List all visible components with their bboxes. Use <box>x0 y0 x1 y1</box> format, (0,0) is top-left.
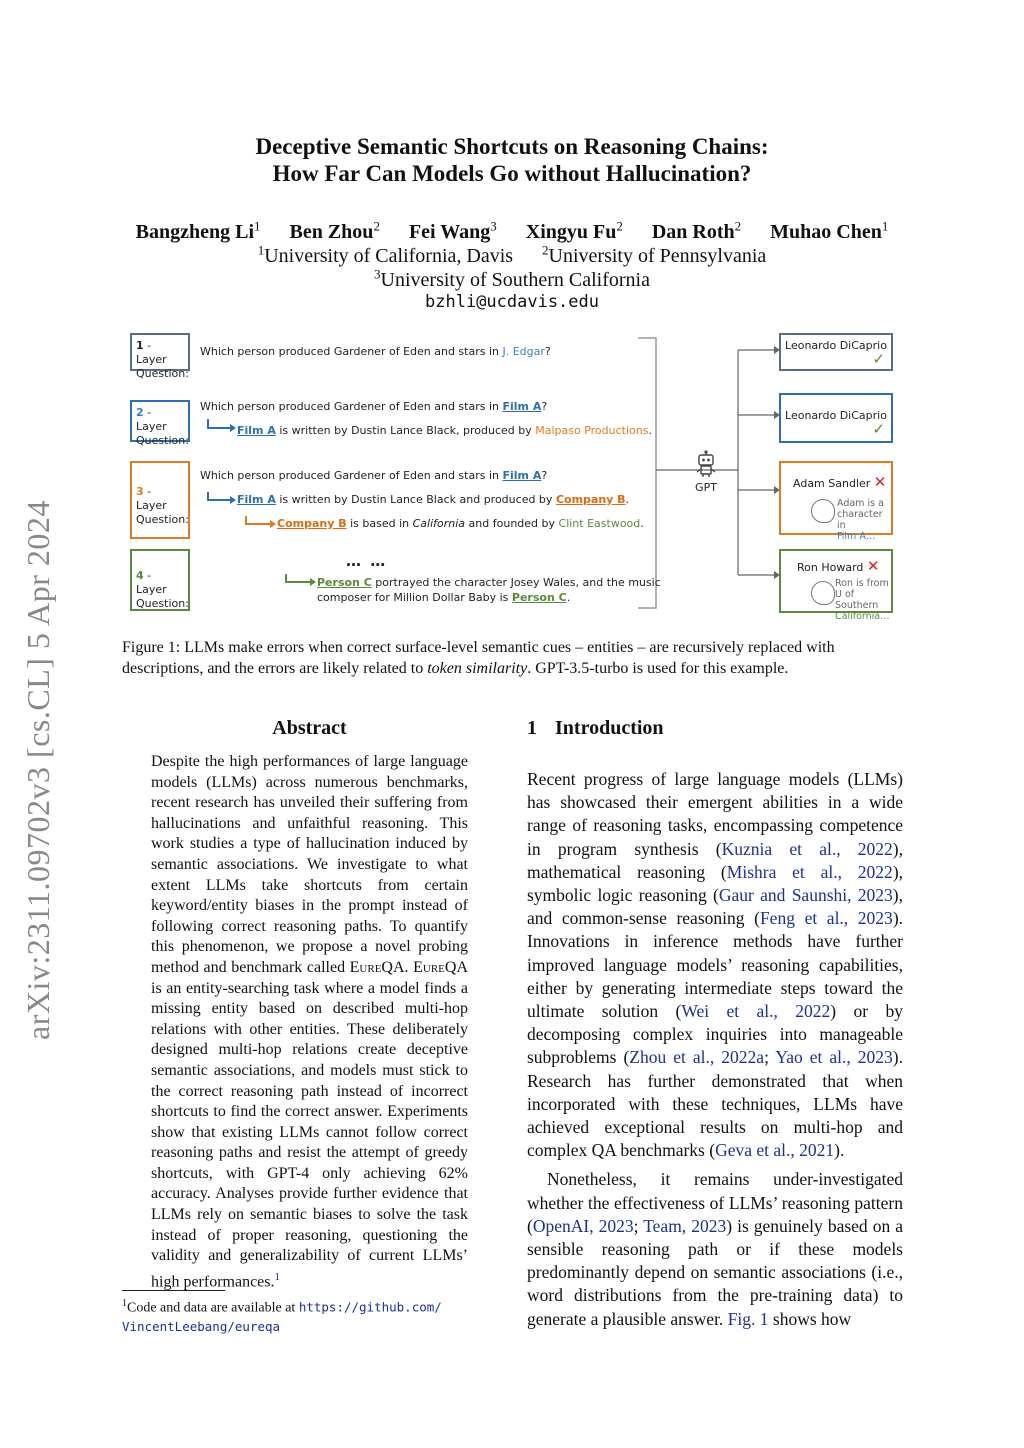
affiliation: $^3$University of Southern California <box>374 266 650 291</box>
answer-name: Leonardo DiCaprio <box>785 339 887 352</box>
answer-box-4 <box>779 549 893 622</box>
thinking-head-icon <box>811 499 835 523</box>
footnote-link[interactable]: https://github.com/ <box>298 1299 442 1315</box>
citation-link[interactable]: Team, 2023 <box>643 1215 727 1236</box>
sub-arrow-q2 <box>208 419 230 428</box>
question-3-sub-1: Film A is written by Dustin Lance Black and produced by Company B. <box>237 493 630 506</box>
intro-body <box>527 768 903 1331</box>
answer-row <box>793 473 891 491</box>
author: Ben Zhou$^2$ <box>289 218 380 243</box>
citation-link[interactable]: Gaur and Saunshi, 2023 <box>718 885 893 906</box>
answer-name: Adam Sandler <box>793 477 871 490</box>
affiliation: $^2$University of Pennsylvania <box>542 242 767 267</box>
question-3-main: Which person produced Gardener of Eden and stars in Film A? <box>200 469 548 482</box>
question-4-sub-2: composer for Million Dollar Baby is Person C. <box>317 591 571 604</box>
citation-link[interactable]: Mishra et al., 2022 <box>726 861 893 882</box>
affiliations-line-1 <box>0 242 1024 268</box>
layer-box-3: 3 - Layer Question: <box>130 461 190 539</box>
footnote: $^1$Code and data are available at https://github.com/ VincentLeebang/eureqa <box>122 1298 442 1334</box>
sub-arrow-q4 <box>286 574 310 582</box>
affiliation: $^1$University of California, Davis <box>257 242 514 267</box>
question-3-sub-2: Company B is based in California and founded by Clint Eastwood. <box>277 517 644 530</box>
gpt-model <box>690 450 722 494</box>
citation-link[interactable]: Geva et al., 2021 <box>715 1140 835 1161</box>
layer-box-2: 2 - Layer Question: <box>130 400 190 442</box>
question-4-ellipsis: … … <box>346 552 388 570</box>
abstract-heading: Abstract <box>272 717 347 739</box>
author: Dan Roth$^2$ <box>651 218 742 243</box>
question-2-main: Which person produced Gardener of Eden and stars in Film A? <box>200 400 548 413</box>
answer-row <box>797 557 891 575</box>
figure-1 <box>128 330 898 620</box>
title-line-2: How Far Can Models Go without Hallucination? <box>272 161 752 186</box>
author: Muhao Chen$^1$ <box>770 218 889 243</box>
citation-link[interactable]: OpenAI, 2023 <box>532 1215 634 1236</box>
cross-icon: ✕ <box>873 473 887 491</box>
abstract-body: Despite the high performances of large language models (LLMs) across numerous benchmarks, recent research has unveiled their suffering from hallucinations and unfaithful reasoning. This work studies a type of hallucination induced by semantic associations. We investigate to what extent LLMs take shortcuts from certain keyword/entity biases in the prompt instead of following correct reasoning paths. To quantify this phenomenon, we propose a novel probing method and benchmark called EureQA. EureQA is an entity-searching task where a model finds a missing entity based on described multi-hop relations with other entities. These deliberately designed multi-hop relations create deceptive semantic associations, and models must stick to the correct reasoning path instead of incorrect shortcuts to find the correct answer. Experiments show that existing LLMs cannot follow correct reasoning paths and resist the attempt of greedy shortcuts, with GPT-4 only achieving 62% accuracy. Analyses provide further evidence that LLMs rely on semantic biases to solve the task instead of proper reasoning, questioning the validity and generalizability of current LLMs’ high performances.$^1$ <box>151 753 469 1291</box>
check-icon: ✓ <box>872 350 885 368</box>
thinking-head-icon <box>811 581 835 605</box>
answer-name: Ron Howard <box>797 561 864 574</box>
answer-note: Adam is a character in Film A… <box>837 498 884 542</box>
author-list <box>0 218 1024 244</box>
question-4-sub-1: Person C portrayed the character Josey Wales, and the music <box>317 576 661 589</box>
author-email: bzhli@ucdavis.edu <box>425 292 599 312</box>
paper-title <box>0 133 1024 187</box>
answer-box-2 <box>779 393 893 443</box>
arxiv-stamp: arXiv:2311.09702v3 [cs.CL] 5 Apr 2024 <box>20 500 56 1040</box>
intro-paragraph-1: Recent progress of large language models (LLMs) has showcased their emergent abilities in a wide range of reasoning tasks, encompassing competence in program synthesis (Kuznia et al., 2022), mathematical reasoning (Mishra et al., 2022), symbolic logic reasoning (Gaur and Saunshi, 2023), and common-sense reasoning (Feng et al., 2023). Innovations in inference methods have further improved language models’ reasoning capabilities, either by generating intermediate steps toward the ultimate solution (Wei et al., 2022) or by decomposing complex inquiries into manageable subproblems (Zhou et al., 2022a; Yao et al., 2023). Research has further demonstrated that when incorporated with these techniques, LLMs have achieved exceptional results on multi-hop and complex QA benchmarks (Geva et al., 2021). <box>527 769 904 1161</box>
author: Bangzheng Li$^1$ <box>135 218 261 243</box>
citation-link[interactable]: Zhou et al., 2022a <box>629 1047 765 1068</box>
gpt-label: GPT <box>695 481 717 494</box>
sub-arrow-q3a <box>208 492 230 500</box>
answer-box-3 <box>779 461 893 542</box>
author: Fei Wang$^3$ <box>408 218 497 243</box>
answer-name: Leonardo DiCaprio <box>785 409 887 422</box>
layer-box-4: 4 - Layer Question: <box>130 549 190 611</box>
question-1: Which person produced Gardener of Eden and stars in J. Edgar? <box>200 345 551 358</box>
affiliations-line-2 <box>0 266 1024 292</box>
cross-icon: ✕ <box>866 557 880 575</box>
sub-arrow-q3b <box>246 516 270 524</box>
layer-box-1: 1 - Layer Question: <box>130 333 190 371</box>
figure-caption: Figure 1: LLMs make errors when correct surface-level semantic cues – entities – are recursively replaced with descriptions, and the errors are likely related to token similarity. GPT-3.5-turbo is used for this example. <box>122 639 835 677</box>
author: Xingyu Fu$^2$ <box>525 218 623 243</box>
robot-icon <box>695 450 717 478</box>
citation-link[interactable]: Feng et al., 2023 <box>759 908 893 929</box>
citation-link[interactable]: Yao et al., 2023 <box>775 1047 893 1068</box>
question-2-sub: Film A is written by Dustin Lance Black, produced by Malpaso Productions. <box>237 424 652 437</box>
questions-bracket <box>638 338 656 608</box>
footnote-marker[interactable]: 1 <box>274 1270 281 1283</box>
title-line-1: Deceptive Semantic Shortcuts on Reasoning Chains: <box>255 134 769 159</box>
intro-paragraph-2: Nonetheless, it remains under-investigated whether the effectiveness of LLMs’ reasoning pattern (OpenAI, 2023; Team, 2023) is genuinely based on a sensible reasoning path or if these models predominantly depend on semantic associations (i.e., word distributions from the pre-training data) to generate a plausible answer. Fig. 1 shows how <box>527 1169 903 1329</box>
footnote-rule <box>122 1290 225 1291</box>
intro-heading: 1 Introduction <box>527 717 664 739</box>
footnote-link-cont[interactable]: VincentLeebang/eureqa <box>122 1318 281 1334</box>
citation-link[interactable]: Kuznia et al., 2022 <box>721 838 893 859</box>
check-icon: ✓ <box>872 420 885 438</box>
citation-link[interactable]: Wei et al., 2022 <box>681 1001 831 1022</box>
figure-ref-link[interactable]: Fig. 1 <box>727 1308 769 1329</box>
answer-box-1 <box>779 333 893 371</box>
answer-note: Ron is from U of Southern California… <box>835 578 890 622</box>
